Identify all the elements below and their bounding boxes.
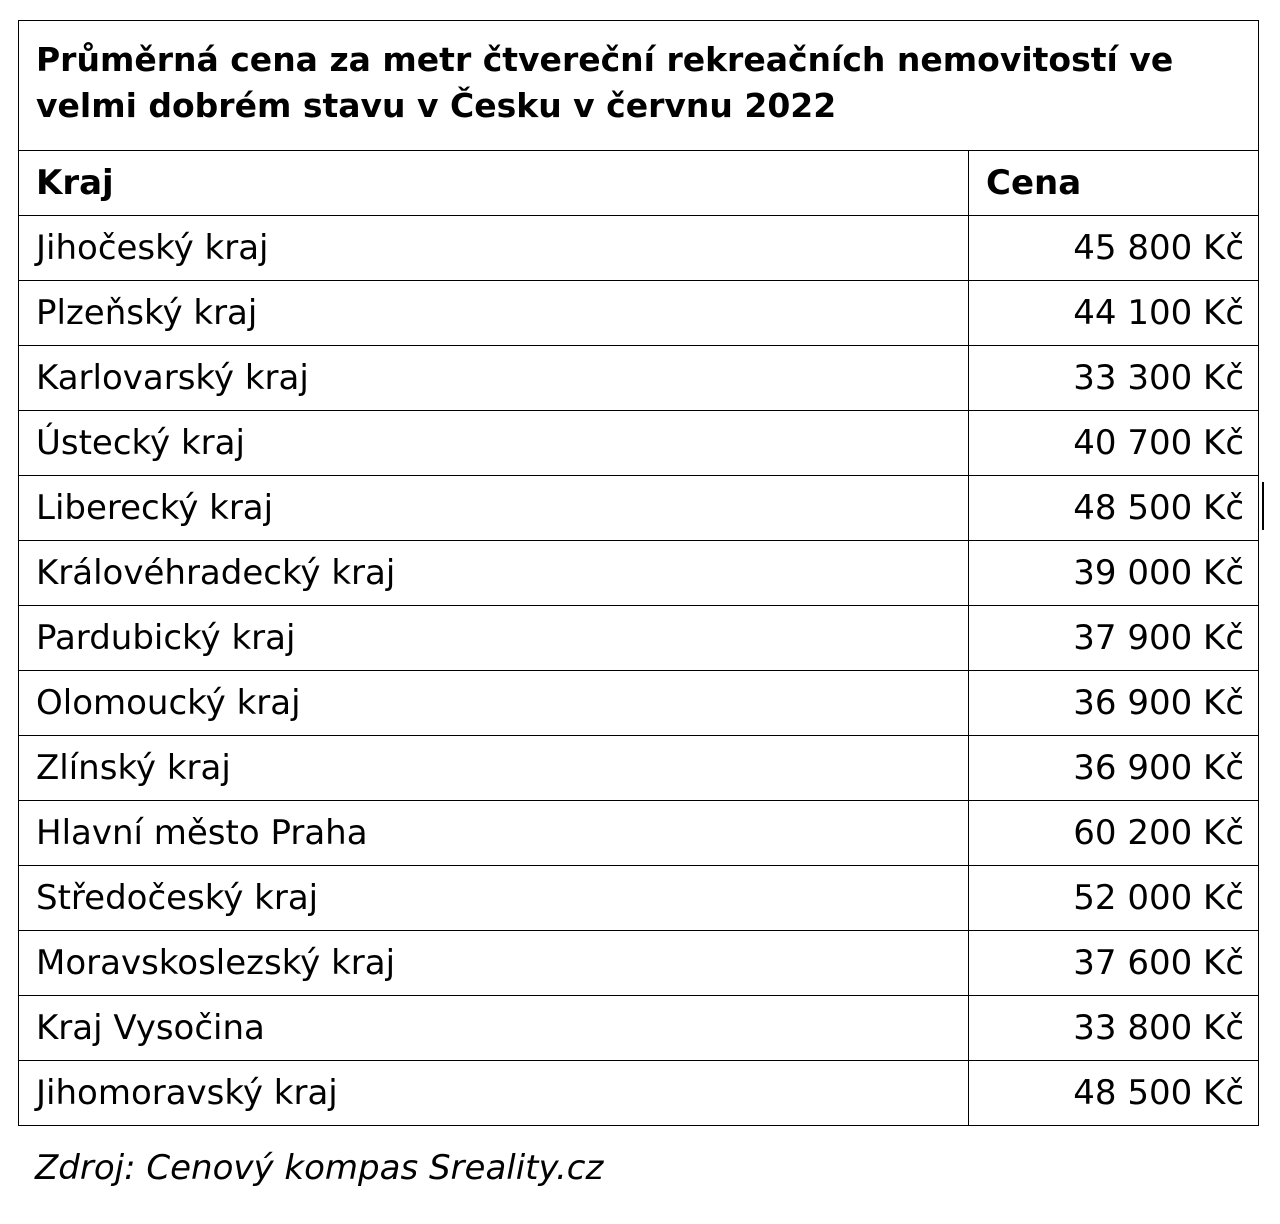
price-cell[interactable]: 45 800 Kč [969,216,1259,281]
price-cell[interactable]: 39 000 Kč [969,541,1259,606]
price-cell[interactable]: 60 200 Kč [969,801,1259,866]
region-cell[interactable]: Ústecký kraj [19,411,969,476]
table-body [19,216,1259,1126]
price-cell[interactable]: 40 700 Kč [969,411,1259,476]
price-cell[interactable]: 48 500 Kč [969,1061,1259,1126]
region-cell[interactable]: Jihočeský kraj [19,216,969,281]
price-cell[interactable]: 36 900 Kč [969,671,1259,736]
region-cell[interactable]: Královéhradecký kraj [19,541,969,606]
table-row [19,216,1259,281]
region-cell[interactable]: Pardubický kraj [19,606,969,671]
region-cell[interactable]: Olomoucký kraj [19,671,969,736]
spreadsheet-area [18,20,1258,1126]
price-cell[interactable]: 37 900 Kč [969,606,1259,671]
table-row [19,476,1259,541]
table-row [19,346,1259,411]
region-cell[interactable]: Plzeňský kraj [19,281,969,346]
source-note: Zdroj: Cenový kompas Sreality.cz [35,1148,604,1188]
price-cell[interactable]: 36 900 Kč [969,736,1259,801]
table-row [19,801,1259,866]
column-header-price[interactable]: Cena [969,151,1259,216]
table-row [19,671,1259,736]
region-cell[interactable]: Jihomoravský kraj [19,1061,969,1126]
table-row [19,931,1259,996]
region-cell[interactable]: Hlavní město Praha [19,801,969,866]
table-title[interactable]: Průměrná cena za metr čtvereční rekreačních nemovitostí ve velmi dobrém stavu v Česku v červnu 2022 [19,21,1259,151]
header-row [19,151,1259,216]
region-cell[interactable]: Karlovarský kraj [19,346,969,411]
table-row [19,411,1259,476]
table-row [19,866,1259,931]
price-cell[interactable]: 44 100 Kč [969,281,1259,346]
price-cell[interactable]: 48 500 Kč [969,476,1259,541]
text-cursor [1262,482,1264,530]
region-cell[interactable]: Zlínský kraj [19,736,969,801]
price-table [18,20,1259,1126]
column-header-region[interactable]: Kraj [19,151,969,216]
region-cell[interactable]: Moravskoslezský kraj [19,931,969,996]
title-row [19,21,1259,151]
table-row [19,606,1259,671]
table-row [19,736,1259,801]
table-row [19,281,1259,346]
price-cell[interactable]: 52 000 Kč [969,866,1259,931]
table-row [19,996,1259,1061]
price-cell[interactable]: 37 600 Kč [969,931,1259,996]
price-cell[interactable]: 33 300 Kč [969,346,1259,411]
price-cell[interactable]: 33 800 Kč [969,996,1259,1061]
region-cell[interactable]: Středočeský kraj [19,866,969,931]
region-cell[interactable]: Kraj Vysočina [19,996,969,1061]
region-cell[interactable]: Liberecký kraj [19,476,969,541]
table-row [19,1061,1259,1126]
table-row [19,541,1259,606]
